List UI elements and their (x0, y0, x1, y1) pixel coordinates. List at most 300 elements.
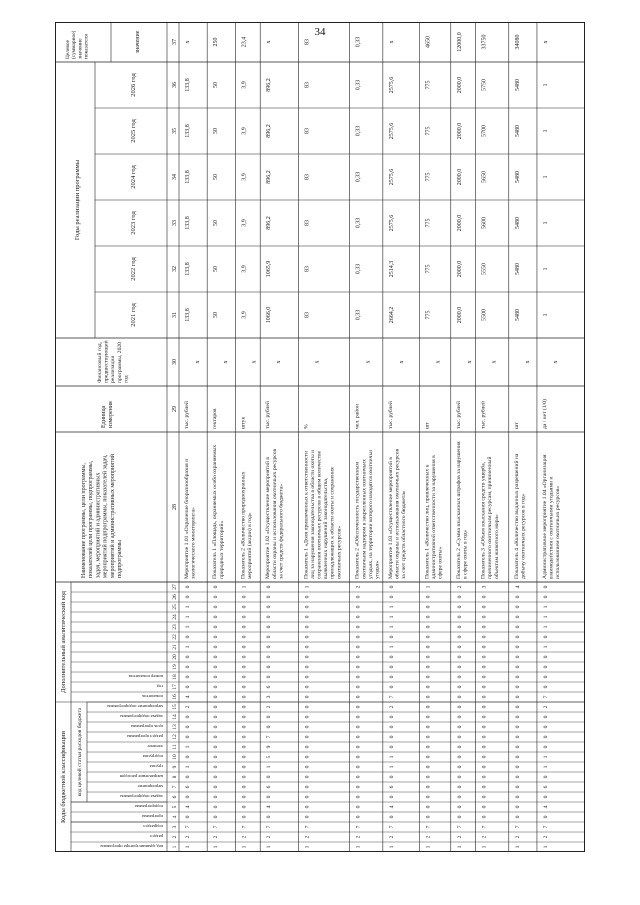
column-number: 21 (172, 644, 178, 650)
code-digit: 0 (355, 635, 362, 639)
code-digit: 0 (185, 735, 191, 739)
code-digit: 5 (266, 755, 273, 759)
code-digit: 0 (241, 675, 248, 679)
row-year-value: 775 (425, 126, 432, 136)
row-fin-year: х (314, 360, 321, 364)
code-digit: 0 (456, 625, 463, 629)
code-digit: 0 (213, 625, 220, 629)
row-name: Показатель 1 «Доля привлеченных к ответственностилиц за нарушения законодательства в области охоты исохранения охотничьих ресурсов в общем количествевыявленных нарушений законодательства,принадлежащих к области охоты и сохраненияохотничьих ресурсов» (303, 449, 343, 579)
code-digit: 0 (456, 795, 463, 799)
column-number: 10 (172, 754, 178, 760)
code-digit: 0 (213, 785, 220, 789)
row-year-value: 5480 (514, 217, 521, 229)
code-digit: 0 (304, 775, 311, 779)
code-digit: 0 (425, 685, 432, 689)
code-digit: 0 (456, 735, 463, 739)
code-digit: 1 (388, 645, 395, 649)
code-digit: 0 (456, 605, 463, 609)
code-digit: 0 (266, 645, 273, 649)
code-digit: 3 (266, 695, 273, 699)
column-number: 17 (172, 684, 178, 690)
code-digit: 0 (213, 765, 220, 769)
row-year-value: 133,8 (185, 78, 191, 92)
code-digit: 0 (355, 685, 362, 689)
code-digit: 0 (425, 625, 432, 629)
row-year-value: 50 (213, 128, 220, 134)
code-digit: 0 (241, 705, 248, 709)
code-digit: 0 (456, 765, 463, 769)
code-digit: 2 (266, 705, 273, 709)
code-digit: 0 (355, 705, 362, 709)
code-digit: 0 (185, 595, 191, 599)
column-number: 11 (172, 744, 178, 750)
code-digit: 7 (425, 825, 432, 829)
code-digit: 2 (481, 835, 488, 839)
code-digit: 0 (481, 785, 488, 789)
row-unit: чел. район (354, 404, 361, 429)
code-digit: 0 (425, 785, 432, 789)
code-digit: 1 (542, 845, 549, 849)
code-digit: 0 (514, 735, 521, 739)
code-digit: 9 (266, 745, 273, 749)
code-digit: 6 (185, 785, 191, 789)
code-digit: 0 (514, 595, 521, 599)
code-digit: 0 (456, 675, 463, 679)
row-target-value: 83 (304, 39, 311, 45)
row-name: Мероприятие 1.01 «Охранение биоразнообразия иэкологического мониторинга» (184, 458, 197, 579)
row-fin-year: х (398, 360, 405, 364)
column-number: 8 (172, 775, 178, 779)
code-digit: 1 (185, 615, 191, 619)
code-digit: 0 (456, 755, 463, 759)
row-year-value: 50 (213, 220, 220, 226)
column-number: 1 (172, 845, 178, 849)
code-digit: 2 (425, 835, 432, 839)
code-digit: 7 (542, 825, 549, 829)
program-table (55, 22, 585, 852)
code-digit: 0 (213, 775, 220, 779)
column-number: 5 (172, 805, 178, 809)
code-digit: 0 (304, 765, 311, 769)
code-digit: 0 (514, 805, 521, 809)
row-year-value: 0,33 (355, 171, 362, 183)
code-digit: 1 (388, 615, 395, 619)
code-digit: 0 (213, 735, 220, 739)
row-target-value: х (266, 40, 273, 44)
row-fin-year: х (276, 360, 283, 364)
code-digit: 7 (304, 825, 311, 829)
code-digit: 0 (266, 605, 273, 609)
row-name: Мероприятие 1.02 «Осуществление мероприятий вобласти охраны и использования охотничьих ресурсовза счет средств федерального бюджета» (265, 448, 285, 579)
code-digit: 0 (388, 665, 395, 669)
row-year-value: 5480 (514, 309, 521, 321)
code-digit: 0 (355, 815, 362, 819)
code-digit: 0 (304, 745, 311, 749)
code-column-label: направление расходов (119, 774, 163, 779)
code-digit: 0 (425, 765, 432, 769)
row-target-value: 33750 (481, 34, 488, 50)
code-digit: 0 (542, 725, 549, 729)
code-digit: 0 (481, 645, 488, 649)
code-column-label: раздел (150, 834, 163, 839)
row-year-value: 896,2 (266, 216, 273, 230)
row-name: Показатель 2 «Обеспеченность государственнымохотничьим надзором в закрепленных охотничьихугодьях, на территории которого находятся охотничьиугодья» (354, 450, 381, 579)
column-number: 32 (172, 266, 178, 272)
column-number: 16 (172, 694, 178, 700)
row-year-value: 5480 (514, 79, 521, 91)
code-digit: 0 (388, 745, 395, 749)
code-digit: 1 (542, 615, 549, 619)
row-fin-year: х (491, 360, 498, 364)
row-year-value: 896,2 (266, 78, 273, 92)
code-digit: 0 (481, 635, 488, 639)
code-digit: 0 (213, 715, 220, 719)
row-year-value: 1 (542, 267, 549, 271)
column-number: 15 (172, 704, 178, 710)
row-fin-year: х (251, 360, 258, 364)
code-digit: 1 (388, 625, 395, 629)
code-digit: 0 (213, 645, 220, 649)
code-digit: 1 (481, 845, 488, 849)
code-digit: 0 (481, 625, 488, 629)
code-digit: 1 (388, 755, 395, 759)
row-year-value: 5480 (514, 263, 521, 275)
code-digit: 0 (542, 585, 549, 589)
code-digit: 0 (241, 625, 248, 629)
row-year-value: 133,8 (185, 262, 191, 276)
code-digit: 0 (514, 765, 521, 769)
code-digit: 0 (266, 675, 273, 679)
row-year-value: 0,33 (355, 79, 362, 91)
row-unit: штук (240, 416, 247, 429)
row-target-value: х (185, 40, 191, 44)
code-digit: 0 (355, 715, 362, 719)
code-digit: 4 (542, 805, 549, 809)
row-fin-year: х (365, 360, 372, 364)
header-expense-article: код целевой статьи расходов бюджета (77, 707, 83, 797)
code-digit: 0 (304, 805, 311, 809)
code-digit: 0 (456, 595, 463, 599)
code-digit: 0 (241, 815, 248, 819)
code-digit: 1 (185, 625, 191, 629)
row-year-value: 2514,3 (388, 260, 395, 278)
code-digit: 7 (456, 825, 463, 829)
column-number: 9 (172, 765, 178, 769)
code-digit: 0 (388, 775, 395, 779)
code-digit: 2 (213, 835, 220, 839)
code-digit: 2 (185, 835, 191, 839)
code-digit: 0 (241, 795, 248, 799)
row-year-value: 2000,0 (456, 306, 463, 324)
row-year-value: 3,9 (241, 81, 248, 89)
row-name: Показатель 2 «Количество природоохранныхмероприятий (акции) в год» (240, 471, 253, 579)
code-digit: 0 (542, 815, 549, 819)
column-number: 14 (172, 714, 178, 720)
code-digit: 0 (304, 735, 311, 739)
row-year-value: 50 (213, 312, 220, 318)
code-digit: 1 (304, 585, 311, 589)
row-year-value: 3,9 (241, 265, 248, 273)
row-year-value: 2000,0 (456, 122, 463, 140)
code-digit: 0 (425, 795, 432, 799)
row-year-value: 2664,2 (388, 306, 395, 324)
code-digit: 1 (388, 845, 395, 849)
code-digit: 0 (266, 585, 273, 589)
header-program-name: Наименование программы, цели программы,показателей цели программы, подпрограммы,задач, мероприятий и административныхмероприятий подпрограммы, показателей задач,мероприятий и административных мероприятийподпрограммы (81, 453, 123, 578)
row-unit: % (303, 424, 310, 429)
code-digit: 1 (456, 845, 463, 849)
code-digit: 0 (241, 745, 248, 749)
code-digit: 0 (213, 685, 220, 689)
code-digit: 1 (425, 845, 432, 849)
code-digit: 2 (542, 705, 549, 709)
code-digit: 2 (456, 835, 463, 839)
row-year-value: 5500 (481, 309, 488, 321)
column-number: 19 (172, 664, 178, 670)
code-digit: 0 (514, 755, 521, 759)
column-number: 6 (172, 795, 178, 799)
code-digit: 0 (542, 735, 549, 739)
code-column-label: мероприятие подпрограммы (107, 704, 163, 709)
code-digit: 0 (481, 595, 488, 599)
code-digit: 0 (456, 785, 463, 789)
code-digit: 0 (425, 655, 432, 659)
code-digit: 0 (304, 695, 311, 699)
row-fin-year: х (435, 360, 442, 364)
code-digit: 0 (355, 605, 362, 609)
code-column-label: задача подпрограммы (120, 714, 163, 719)
code-digit: 0 (241, 605, 248, 609)
code-digit: 0 (266, 635, 273, 639)
code-digit: 1 (266, 765, 273, 769)
header-fin-year: Финансовый год,предшествующийреализациипрограммы, 2020год (97, 340, 130, 383)
row-unit: тыс. рублей (480, 401, 487, 429)
code-column-label: мероприятие (137, 784, 163, 789)
row-year-value: 2000,0 (456, 260, 463, 278)
code-digit: 1 (425, 585, 432, 589)
column-number: 26 (172, 594, 178, 600)
row-year-value: 1 (542, 313, 549, 317)
code-digit: 0 (481, 705, 488, 709)
code-digit: 0 (241, 765, 248, 769)
code-digit: 0 (266, 595, 273, 599)
code-digit: 0 (213, 815, 220, 819)
code-digit: 0 (425, 635, 432, 639)
row-fin-year: х (195, 360, 201, 364)
code-digit: 0 (425, 705, 432, 709)
row-year-value: 5480 (514, 125, 521, 137)
code-column-label: подгруппа (142, 754, 163, 759)
code-digit: 0 (542, 745, 549, 749)
code-digit: 0 (388, 725, 395, 729)
code-digit: 0 (304, 645, 311, 649)
row-year-value: 0,33 (355, 263, 362, 275)
row-year-value: 133,8 (185, 216, 191, 230)
code-digit: 0 (481, 805, 488, 809)
code-digit: 0 (514, 715, 521, 719)
code-digit: 0 (456, 695, 463, 699)
code-digit: 0 (185, 725, 191, 729)
code-column-label: задача подпрограммы (120, 794, 163, 799)
code-digit: 0 (425, 735, 432, 739)
row-year-value: 1 (542, 129, 549, 133)
row-year-value: 896,2 (266, 124, 273, 138)
code-digit: 0 (542, 635, 549, 639)
row-unit: тыс. рублей (184, 401, 190, 429)
code-digit: 0 (425, 715, 432, 719)
code-digit: 0 (185, 685, 191, 689)
code-digit: 0 (481, 765, 488, 769)
code-digit: 0 (213, 705, 220, 709)
code-digit: 0 (542, 675, 549, 679)
row-year-value: 5480 (514, 171, 521, 183)
column-number: 27 (172, 584, 178, 590)
row-target-value: 250 (213, 37, 220, 47)
code-digit: 1 (355, 845, 362, 849)
code-column-label: элемент (147, 744, 163, 749)
code-digit: 0 (481, 735, 488, 739)
row-year-value: 3,9 (241, 127, 248, 135)
code-digit: 0 (241, 775, 248, 779)
code-digit: 0 (425, 725, 432, 729)
code-digit: 0 (481, 695, 488, 699)
row-fin-year: х (223, 360, 230, 364)
row-name: Административное мероприятие 1.04 «Организациявзаимодействия с охотничьими угодьями ииспользованием охотничьих ресурсов» (541, 454, 562, 579)
code-digit: 0 (213, 635, 220, 639)
row-year-value: 3,9 (241, 311, 248, 319)
row-year-value: 1065,9 (266, 260, 273, 278)
column-number: 24 (172, 614, 178, 620)
row-year-value: 83 (304, 220, 311, 226)
code-digit: 0 (481, 755, 488, 759)
row-year-value: 50 (213, 174, 220, 180)
code-digit: 1 (542, 645, 549, 649)
code-digit: 2 (185, 705, 191, 709)
code-digit: 1 (388, 765, 395, 769)
code-digit: 0 (425, 675, 432, 679)
code-digit: 0 (425, 745, 432, 749)
code-digit: 0 (456, 805, 463, 809)
code-digit: 2 (241, 835, 248, 839)
code-digit: 0 (425, 595, 432, 599)
row-year-value: 1 (542, 83, 549, 87)
code-digit: 0 (241, 645, 248, 649)
code-digit: 0 (213, 695, 220, 699)
code-digit: 0 (456, 665, 463, 669)
code-digit: 0 (542, 685, 549, 689)
code-digit: 1 (304, 845, 311, 849)
row-year-value: 50 (213, 82, 220, 88)
row-name: Показатель 3 «Объем взыскания средств ущерба,причиненного охотничьим ресурсам, причиненныйобъектам животного мира» (480, 456, 500, 579)
code-digit: 0 (241, 665, 248, 669)
code-digit: 6 (542, 785, 549, 789)
code-digit: 0 (514, 705, 521, 709)
code-digit: 4 (185, 805, 191, 809)
code-digit: 0 (481, 725, 488, 729)
row-unit: тыс. рублей (265, 401, 272, 429)
code-digit: 0 (514, 615, 521, 619)
code-digit: 0 (456, 635, 463, 639)
column-number: 34 (172, 174, 178, 180)
row-year-value: 896,2 (266, 170, 273, 184)
code-digit: 1 (388, 605, 395, 609)
header-additional-code: Дополнительный аналитический код (60, 591, 67, 693)
code-digit: 0 (355, 775, 362, 779)
code-digit: 4 (388, 805, 395, 809)
code-digit: 0 (213, 595, 220, 599)
header-year: 2025 год (130, 119, 137, 143)
code-digit: 0 (241, 595, 248, 599)
row-year-value: 83 (304, 266, 311, 272)
code-digit: 0 (185, 795, 191, 799)
code-digit: 0 (241, 685, 248, 689)
row-year-value: 2575,6 (388, 76, 395, 94)
code-digit: 2 (542, 835, 549, 839)
code-digit: 0 (481, 655, 488, 659)
column-number: 25 (172, 604, 178, 610)
row-unit: да / нет (1/0) (541, 399, 548, 429)
code-digit: 0 (304, 815, 311, 819)
row-fin-year: х (524, 360, 531, 364)
code-digit: 0 (456, 815, 463, 819)
code-column-label: показатель (141, 694, 163, 699)
row-year-value: 5600 (481, 217, 488, 229)
code-digit: 0 (185, 585, 191, 589)
column-number: 22 (172, 634, 178, 640)
code-digit: 4 (185, 695, 191, 699)
header-year: 2023 год (130, 211, 137, 235)
code-digit: 0 (355, 765, 362, 769)
code-digit: 6 (266, 785, 273, 789)
column-number: 28 (172, 504, 178, 510)
row-year-value: 2575,6 (388, 214, 395, 232)
code-digit: 7 (514, 825, 521, 829)
code-digit: 0 (241, 615, 248, 619)
row-year-value: 775 (425, 172, 432, 182)
row-unit: тыс. рублей (455, 401, 462, 429)
code-digit: 0 (542, 655, 549, 659)
header-target-value: Целевое(суммарное)значениепоказателя (65, 30, 90, 59)
code-digit: 0 (213, 655, 220, 659)
code-digit: 0 (241, 735, 248, 739)
code-digit: 0 (304, 665, 311, 669)
code-digit: 2 (388, 705, 395, 709)
code-column-label: цель программы (130, 724, 163, 729)
header-year: 2026 год (130, 73, 137, 97)
code-digit: 0 (355, 615, 362, 619)
code-digit: 1 (185, 765, 191, 769)
header-years-title: Годы реализации программы (74, 159, 81, 241)
code-digit: 0 (304, 795, 311, 799)
row-fin-year: х (466, 360, 473, 364)
code-digit: 0 (266, 655, 273, 659)
code-digit: 1 (185, 645, 191, 649)
code-digit: 0 (213, 665, 220, 669)
code-digit: 0 (241, 655, 248, 659)
page-number: 34 (314, 26, 326, 38)
code-digit: 0 (355, 625, 362, 629)
code-digit: 0 (481, 605, 488, 609)
code-digit: 0 (481, 745, 488, 749)
code-digit: 0 (355, 655, 362, 659)
code-digit: 0 (388, 635, 395, 639)
column-number: 37 (172, 39, 178, 45)
code-digit: 0 (304, 675, 311, 679)
code-digit: 2 (355, 835, 362, 839)
code-digit: 0 (355, 745, 362, 749)
code-digit: 0 (388, 655, 395, 659)
code-digit: 0 (304, 615, 311, 619)
